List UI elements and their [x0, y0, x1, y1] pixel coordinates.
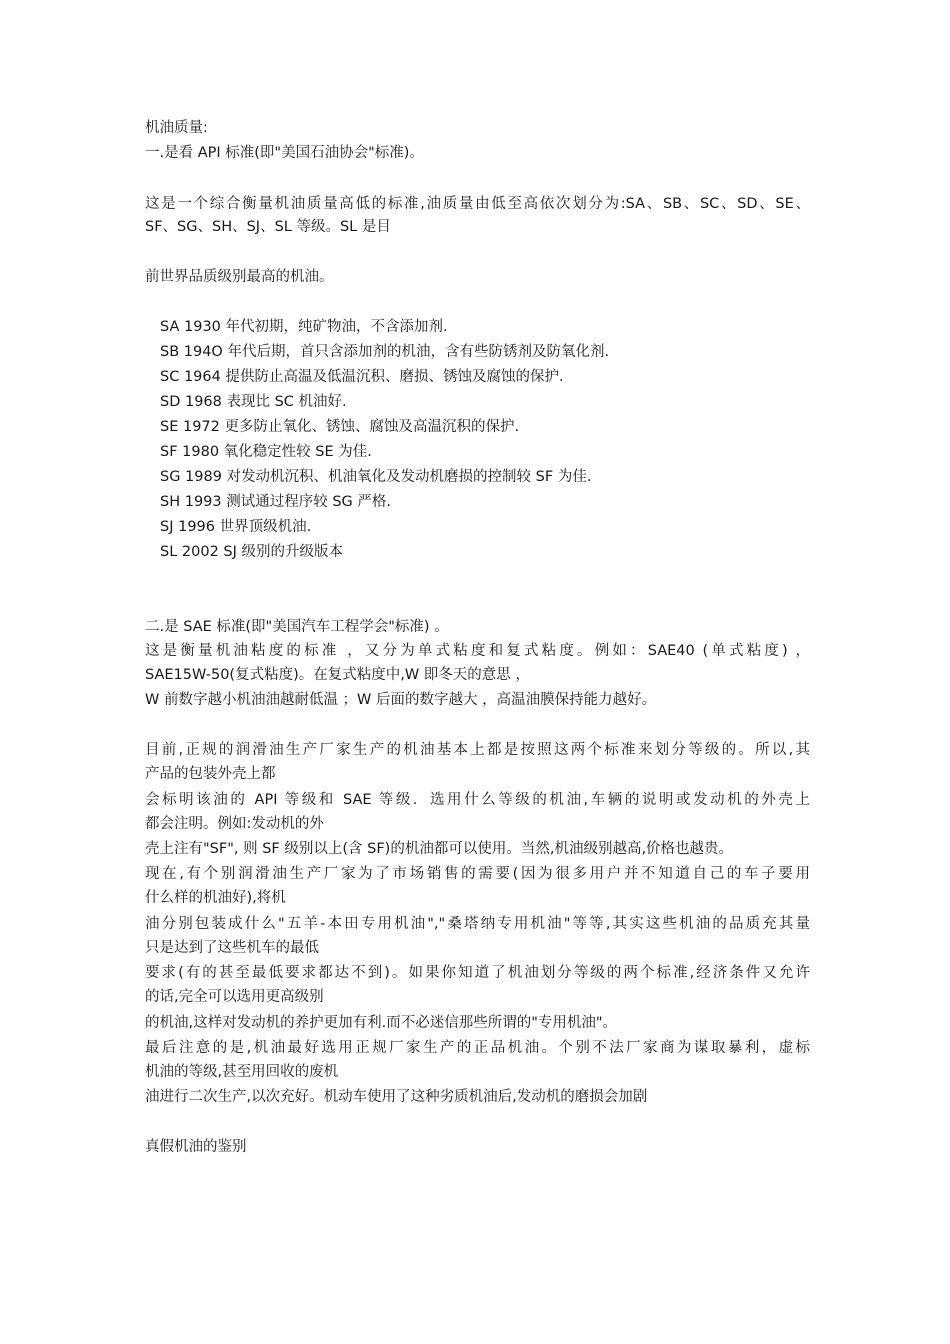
body-line: 什么样的机油好),将机 [145, 890, 286, 906]
grade-list-item: SC 1964 提供防止高温及低温沉积、磨损、锈蚀及腐蚀的保护. [160, 369, 564, 385]
document-title: 机油质量: [145, 120, 208, 136]
body-line: 的机油,这样对发动机的养护更加有利.而不必迷信那些所谓的"专用机油"。 [145, 1015, 618, 1031]
grade-list-item: SG 1989 对发动机沉积、机油氧化及发动机磨损的控制较 SF 为佳. [160, 469, 592, 485]
body-line: 现在,有个别润滑油生产厂家为了市场销售的需要(因为很多用户并不知道自己的车子要用 [145, 866, 810, 882]
grade-list-item: SH 1993 测试通过程序较 SG 严格. [160, 494, 391, 510]
body-line: 油分别包装成什么"五羊-本田专用机油","桑塔纳专用机油"等等,其实这些机油的品质充其量 [145, 916, 810, 932]
body-line: 机油的等级,甚至用回收的废机 [145, 1064, 339, 1080]
api-intro-line: SF、SG、SH、SJ、SL 等级。SL 是目 [145, 219, 391, 235]
sae-body-line: SAE15W-50(复式粘度)。在复式粘度中,W 即冬天的意思 ， [145, 667, 530, 683]
final-section-heading: 真假机油的鉴别 [145, 1139, 247, 1155]
body-line: 最后注意的是,机油最好选用正规厂家生产的正品机油。个别不法厂家商为谋取暴利，虚标 [145, 1040, 810, 1056]
body-line: 要求(有的甚至最低要求都达不到)。如果你知道了机油划分等级的两个标准,经济条件又允许 [145, 965, 810, 981]
sae-body-line: W 前数字越小机油油越耐低温 ；W 后面的数字越大 ，高温油膜保持能力越好。 [145, 692, 657, 708]
body-line: 油进行二次生产,以次充好。机动车使用了这种劣质机油后,发动机的磨损会加剧 [145, 1089, 648, 1105]
body-line: 的话,完全可以选用更高级别 [145, 989, 324, 1005]
body-line: 目前,正规的润滑油生产厂家生产的机油基本上都是按照这两个标准来划分等级的。所以,其 [145, 742, 810, 758]
sae-body-line: 这是衡量机油粘度的标准 ，又分为单式粘度和复式粘度。例如：SAE40 (单式粘度) ， [145, 643, 810, 659]
body-line: 会标明该油的 API 等级和 SAE 等级．选用什么等级的机油,车辆的说明或发动机的外壳上 [145, 792, 810, 808]
grade-list-item: SD 1968 表现比 SC 机油好. [160, 394, 347, 410]
grade-list-item: SJ 1996 世界顶级机油. [160, 519, 312, 535]
body-line: 只是达到了这些机车的最低 [145, 940, 319, 956]
grade-list-item: SF 1980 氧化稳定性较 SE 为佳. [160, 444, 372, 460]
grade-list-item: SA 1930 年代初期，纯矿物油，不含添加剂. [160, 319, 448, 335]
api-intro-line: 前世界品质级别最高的机油。 [145, 269, 334, 285]
body-line: 产品的包装外壳上都 [145, 766, 276, 782]
grade-list-item: SL 2002 SJ 级别的升级版本 [160, 544, 343, 560]
body-line: 都会注明。例如:发动机的外 [145, 816, 324, 832]
api-section-heading: 一.是看 API 标准(即"美国石油协会"标准)。 [145, 145, 424, 161]
grade-list-item: SB 194O 年代后期，首只含添加剂的机油，含有些防锈剂及防氧化剂. [160, 344, 610, 360]
body-line: 壳上注有"SF", 则 SF 级别以上(含 SF)的机油都可以使用。当然,机油级别越高,价格也越贵。 [145, 841, 734, 857]
grade-list-item: SE 1972 更多防止氧化、锈蚀、腐蚀及高温沉积的保护. [160, 419, 520, 435]
api-intro-line: 这是一个综合衡量机油质量高低的标准,油质量由低至高依次划分为:SA、SB、SC、SD、SE、 [145, 196, 810, 212]
sae-section-heading: 二.是 SAE 标准(即"美国汽车工程学会"标准) 。 [145, 619, 449, 635]
